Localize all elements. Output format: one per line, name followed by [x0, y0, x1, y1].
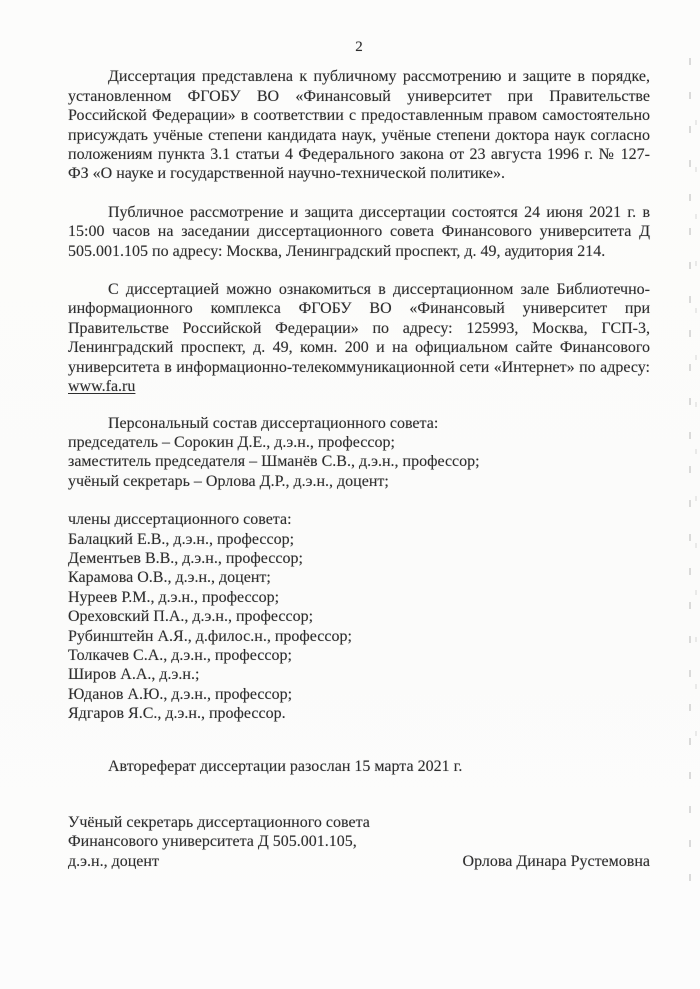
member-line: Балацкий Е.В., д.э.н., профессор; — [68, 530, 295, 548]
document-content — [68, 38, 650, 871]
fa-ru-link[interactable]: www.fa.ru — [68, 378, 136, 396]
secretary-name: Орлова Динара Рустемовна — [462, 852, 650, 870]
page-number: 2 — [355, 39, 363, 55]
council-intro-line: Персональный состав диссертационного совета: — [108, 414, 439, 432]
member-line: Ореховский П.А., д.э.н., профессор; — [68, 608, 314, 626]
paragraph-presentation: Диссертация представлена к публичному рассмотрению и защите в порядке, установленном ФГОБУ ВО «Финансовый университет при Правительстве Российской Федерации» в соответствии с предоставленным правом самостоятельно присуждать учёные степени кандидата наук, учёные степени доктора наук согласно положениям пункта 3.1 статьи 4 Федерального закона от 23 августа 1996 г. № 127-ФЗ «О науке и государственной научно-технической политике». — [68, 68, 650, 183]
member-line: Ядгаров Я.С., д.э.н., профессор. — [68, 705, 286, 723]
member-line: Дементьев В.В., д.э.н., профессор; — [68, 549, 303, 567]
signature-title-line-3: д.э.н., доцент — [68, 852, 159, 870]
scan-artifact-line — [695, 120, 697, 760]
member-line: Карамова О.В., д.э.н., доцент; — [68, 569, 271, 587]
signature-title-line-2: Финансового университета Д 505.001.105, — [68, 833, 357, 851]
scan-artifact-line — [689, 58, 691, 908]
members-heading: члены диссертационного совета: — [68, 511, 292, 529]
council-chairman-line: председатель – Сорокин Д.Е., д.э.н., профессор; — [68, 433, 395, 451]
member-line: Толкачев С.А., д.э.н., профессор; — [68, 646, 292, 664]
paragraph-access-text: С диссертацией можно ознакомиться в диссертационном зале Библиотечно-информационного комплекса ФГОБУ ВО «Финансовый университет при Правительстве Российской Федерации» по адресу: 125993, Москва, ГСП-3, Ленинградский проспект, д. 49, комн. 200 и на официальном сайте Финансового университета в информационно-телекоммуникационной сети «Интернет» по адресу: — [68, 281, 650, 376]
member-line: Рубинштейн А.Я., д.филос.н., профессор; — [68, 627, 352, 645]
abstract-mailing-date-line: Автореферат диссертации разослан 15 марта 2021 г. — [108, 757, 463, 775]
council-vice-chairman-line: заместитель председателя – Шманёв С.В., д.э.н., профессор; — [68, 453, 480, 471]
paragraph-defense-info: Публичное рассмотрение и защита диссертации состоятся 24 июня 2021 г. в 15:00 часов на заседании диссертационного совета Финансового университета Д 505.001.105 по адресу: Москва, Ленинградский проспект, д. 49, аудитория 214. — [68, 203, 650, 260]
signature-block — [68, 813, 650, 871]
signature-last-line — [68, 852, 650, 871]
council-secretary-line: учёный секретарь – Орлова Д.Р., д.э.н., доцент; — [68, 472, 389, 490]
signature-title-line-1: Учёный секретарь диссертационного совета — [68, 814, 370, 831]
member-line: Широв А.А., д.э.н.; — [68, 666, 200, 684]
council-composition-block — [68, 414, 650, 492]
member-line: Нуреев Р.М., д.э.н., профессор; — [68, 588, 280, 606]
paragraph-access-info — [68, 280, 650, 396]
council-members-block — [68, 510, 650, 723]
member-line: Юданов А.Ю., д.э.н., профессор; — [68, 685, 293, 703]
